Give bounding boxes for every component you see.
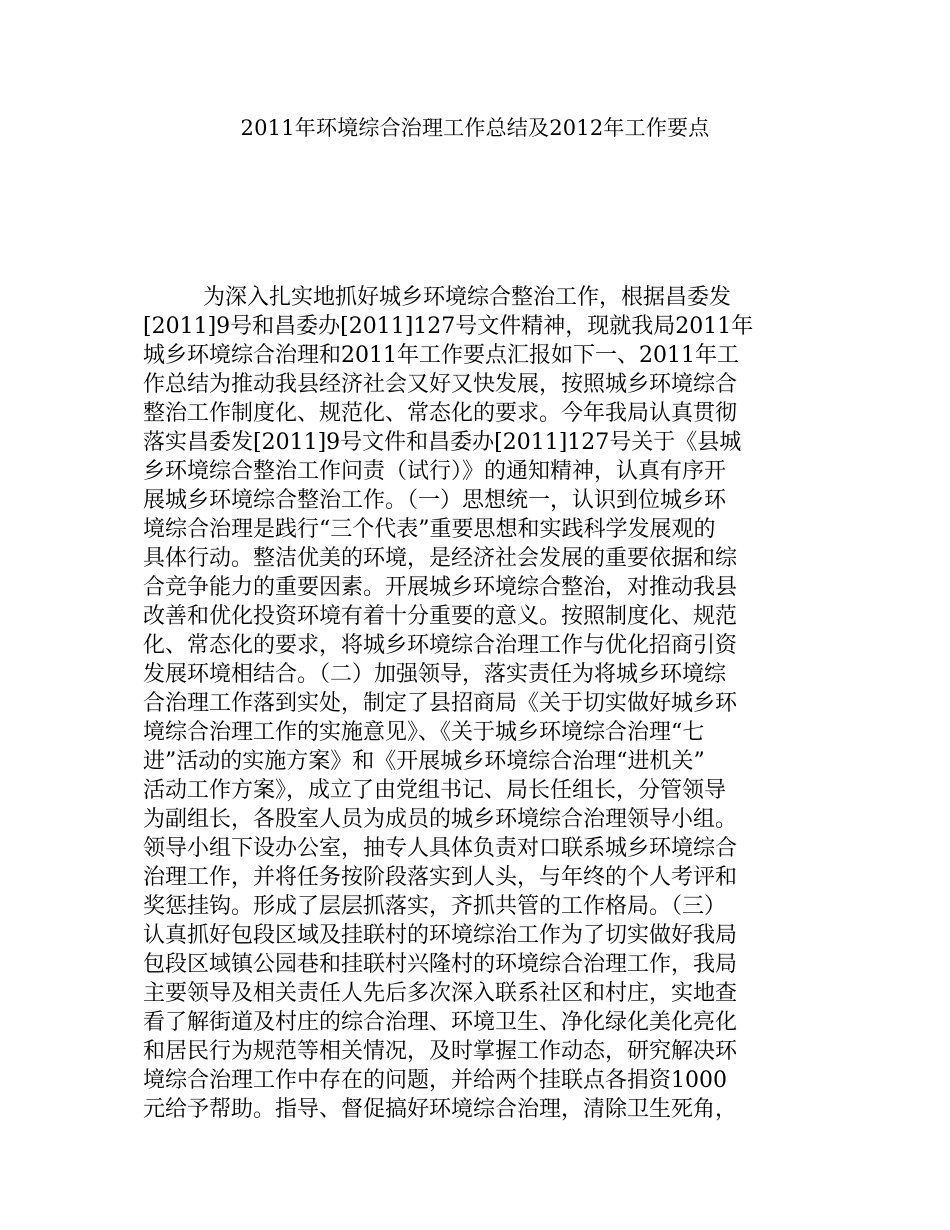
- body-line: 城乡环境综合治理和2011年工作要点汇报如下一、2011年工: [143, 343, 739, 368]
- document-body: [143, 283, 813, 1124]
- body-line: [2011]9号和昌委办[2011]127号文件精神，现就我局2011年: [143, 314, 754, 339]
- body-line: 合治理工作落到实处，制定了县招商局《关于切实做好城乡环: [143, 691, 738, 716]
- body-line: 为深入扎实地抓好城乡环境综合整治工作，根据昌委发: [203, 285, 732, 310]
- body-line: 具体行动。整洁优美的环境，是经济社会发展的重要依据和综: [143, 546, 738, 571]
- body-line: 境综合治理是践行“三个代表”重要思想和实践科学发展观的: [143, 517, 716, 542]
- body-line: 发展环境相结合。（二）加强领导，落实责任为将城乡环境综: [143, 662, 727, 687]
- body-line: 看了解街道及村庄的综合治理、环境卫生、净化绿化美化亮化: [143, 1010, 738, 1035]
- body-line: 作总结为推动我县经济社会又好又快发展，按照城乡环境综合: [143, 372, 738, 397]
- body-line: 治理工作，并将任务按阶段落实到人头，与年终的个人考评和: [143, 865, 738, 890]
- body-line: 整治工作制度化、规范化、常态化的要求。今年我局认真贯彻: [143, 401, 738, 426]
- body-line: 落实昌委发[2011]9号文件和昌委办[2011]127号关于《县城: [143, 430, 742, 455]
- body-line: 展城乡环境综合整治工作。（一）思想统一，认识到位城乡环: [143, 488, 727, 513]
- body-line: 为副组长，各股室人员为成员的城乡环境综合治理领导小组。: [143, 807, 738, 832]
- body-line: 进”活动的实施方案》和《开展城乡环境综合治理“进机关”: [143, 749, 705, 774]
- body-line: 合竞争能力的重要因素。开展城乡环境综合整治，对推动我县: [143, 575, 738, 600]
- body-line: 奖惩挂钩。形成了层层抓落实，齐抓共管的工作格局。（三）: [143, 894, 727, 919]
- body-line: 元给予帮助。指导、督促搞好环境综合治理，清除卫生死角，: [143, 1097, 738, 1122]
- body-line: 认真抓好包段区域及挂联村的环境综治工作为了切实做好我局: [143, 923, 738, 948]
- body-line: 化、常态化的要求，将城乡环境综合治理工作与优化招商引资: [143, 633, 738, 658]
- body-line: 境综合治理工作的实施意见》、《关于城乡环境综合治理“七: [143, 720, 705, 745]
- body-line: 领导小组下设办公室，抽专人具体负责对口联系城乡环境综合: [143, 836, 738, 861]
- document-title: 2011年环境综合治理工作总结及2012年工作要点: [240, 116, 710, 140]
- body-line: 包段区域镇公园巷和挂联村兴隆村的环境综合治理工作，我局: [143, 952, 738, 977]
- body-line: 和居民行为规范等相关情况，及时掌握工作动态，研究解决环: [143, 1039, 738, 1064]
- body-line: 改善和优化投资环境有着十分重要的意义。按照制度化、规范: [143, 604, 738, 629]
- body-line: 主要领导及相关责任人先后多次深入联系社区和村庄，实地查: [143, 981, 738, 1006]
- body-line: 乡环境综合整治工作问责（试行）》的通知精神，认真有序开: [143, 459, 727, 484]
- body-line: 境综合治理工作中存在的问题，并给两个挂联点各捐资1000: [143, 1068, 727, 1093]
- body-line: 活动工作方案》，成立了由党组书记、局长任组长，分管领导: [143, 778, 727, 803]
